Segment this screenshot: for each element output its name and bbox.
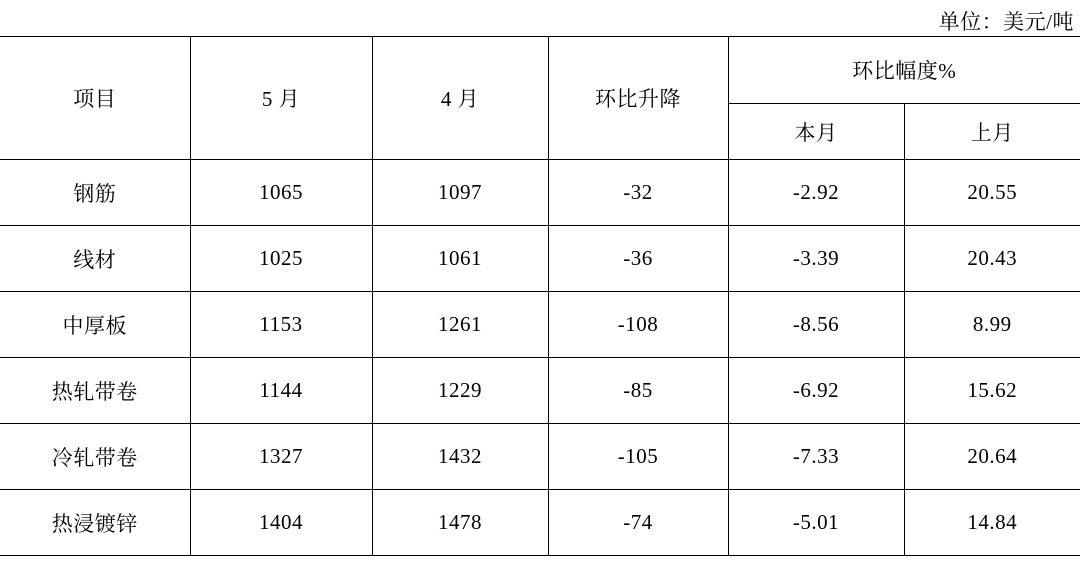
cell-item: 线材 <box>0 226 190 292</box>
price-comparison-table <box>0 36 1080 556</box>
cell-item: 热浸镀锌 <box>0 490 190 556</box>
table-body <box>0 160 1080 556</box>
cell-pct-current: -7.33 <box>728 424 904 490</box>
cell-month-previous: 1061 <box>372 226 548 292</box>
cell-month-current: 1065 <box>190 160 372 226</box>
cell-pct-current: -6.92 <box>728 358 904 424</box>
cell-pct-current: -5.01 <box>728 490 904 556</box>
cell-pct-previous: 14.84 <box>904 490 1080 556</box>
column-header-change-pct-previous: 上月 <box>904 104 1080 160</box>
cell-month-previous: 1432 <box>372 424 548 490</box>
cell-change: -36 <box>548 226 728 292</box>
cell-month-current: 1404 <box>190 490 372 556</box>
cell-pct-previous: 20.55 <box>904 160 1080 226</box>
table-row <box>0 358 1080 424</box>
cell-month-previous: 1261 <box>372 292 548 358</box>
cell-month-current: 1025 <box>190 226 372 292</box>
cell-pct-previous: 15.62 <box>904 358 1080 424</box>
cell-month-current: 1327 <box>190 424 372 490</box>
cell-month-previous: 1478 <box>372 490 548 556</box>
table-row <box>0 490 1080 556</box>
cell-pct-previous: 8.99 <box>904 292 1080 358</box>
cell-month-current: 1144 <box>190 358 372 424</box>
cell-month-previous: 1097 <box>372 160 548 226</box>
column-header-month-previous: 4 月 <box>372 37 548 160</box>
cell-change: -85 <box>548 358 728 424</box>
cell-pct-previous: 20.64 <box>904 424 1080 490</box>
table-row <box>0 226 1080 292</box>
column-header-change-pct-group: 环比幅度% <box>728 37 1080 104</box>
column-header-change-pct-current: 本月 <box>728 104 904 160</box>
cell-change: -108 <box>548 292 728 358</box>
cell-change: -74 <box>548 490 728 556</box>
cell-month-previous: 1229 <box>372 358 548 424</box>
column-header-item: 项目 <box>0 37 190 160</box>
cell-month-current: 1153 <box>190 292 372 358</box>
cell-item: 钢筋 <box>0 160 190 226</box>
table-row <box>0 292 1080 358</box>
cell-change: -32 <box>548 160 728 226</box>
column-header-change: 环比升降 <box>548 37 728 160</box>
cell-item: 热轧带卷 <box>0 358 190 424</box>
table-row <box>0 424 1080 490</box>
cell-item: 冷轧带卷 <box>0 424 190 490</box>
cell-pct-current: -2.92 <box>728 160 904 226</box>
table-header <box>0 37 1080 160</box>
table-row <box>0 160 1080 226</box>
cell-pct-current: -3.39 <box>728 226 904 292</box>
cell-item: 中厚板 <box>0 292 190 358</box>
table-header-row-1 <box>0 37 1080 104</box>
column-header-month-current: 5 月 <box>190 37 372 160</box>
unit-note: 单位：美元/吨 <box>938 10 1074 34</box>
cell-pct-previous: 20.43 <box>904 226 1080 292</box>
cell-change: -105 <box>548 424 728 490</box>
cell-pct-current: -8.56 <box>728 292 904 358</box>
